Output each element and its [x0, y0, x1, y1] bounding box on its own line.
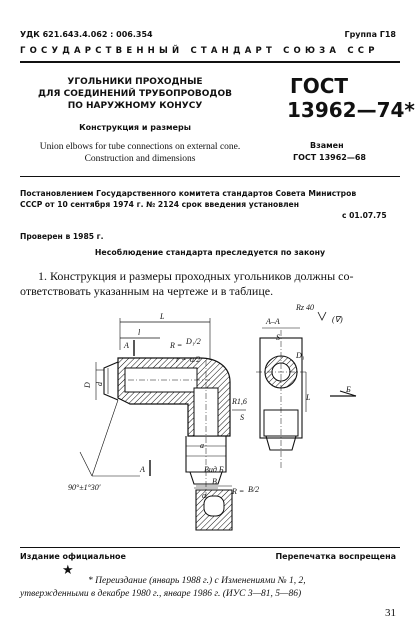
decree-line2: СССР от 10 сентября 1974 г. № 2124 срок введения установлен: [20, 200, 299, 209]
angle-label: 90°±1°30′: [68, 483, 101, 492]
dim-S-section: S: [276, 333, 280, 342]
dim-a: a: [200, 441, 204, 450]
title-en-line1: Union elbows for tube connections on external cone.: [39, 142, 241, 152]
legal-notice: Несоблюдение стандарта преследуется по закону: [94, 248, 326, 257]
radius-r-label: r =: [176, 355, 187, 364]
radius-1-6: R1,6: [232, 397, 247, 406]
section-aa-title: А–А: [266, 317, 280, 326]
decree-date: с 01.07.75: [342, 211, 387, 220]
section-aa-view: [256, 312, 356, 470]
dim-l: l: [138, 328, 141, 337]
view-arrow-B: Б: [346, 385, 351, 394]
reprint-forbidden: Перепечатка воспрещена: [275, 552, 396, 561]
replaces-value: ГОСТ 13962—68: [293, 153, 366, 162]
title-rule: [20, 176, 400, 177]
elbow-drawing: [0, 300, 420, 550]
footnote-line1: * Переиздание (январь 1988 г.) с Изменениями № 1, 2,: [88, 576, 306, 586]
paragraph-1-line1: 1. Конструкция и размеры проходных угольников должны со-: [38, 269, 354, 283]
dim-S: S: [240, 413, 244, 422]
gost-number: 13962—74*: [287, 98, 415, 122]
replaces-label: Взамен: [310, 141, 344, 150]
view-b-detail: [196, 486, 232, 530]
gost-label: ГОСТ: [290, 74, 349, 98]
radius-a-over-2: a/2: [190, 355, 201, 364]
roughness-mark: Rz 40: [296, 303, 314, 312]
title-ru-subtitle: Конструкция и размеры: [79, 123, 191, 132]
radius-B-over-2: B/2: [248, 485, 260, 494]
title-ru-line3: ПО НАРУЖНОМУ КОНУСУ: [67, 101, 203, 111]
section-mark-A-bottom: A: [140, 465, 145, 474]
star-mark: ★: [62, 562, 74, 577]
edition-official: Издание официальное: [20, 552, 126, 561]
footnote-line2: утвержденными в декабре 1980 г., январе 1986 г. (ИУС 3—81, 5—86): [20, 589, 302, 599]
decree-line1: Постановлением Государственного комитета стандартов Совета Министров: [20, 189, 357, 198]
view-b-title: Вид Б: [204, 465, 224, 474]
title-ru-line1: УГОЛЬНИКИ ПРОХОДНЫЕ: [67, 77, 203, 87]
state-standard-heading: ГОСУДАРСТВЕННЫЙ СТАНДАРТ СОЮЗА ССР: [20, 46, 379, 56]
radius-D1-over-2: D₁/2: [186, 337, 201, 346]
header-rule: [20, 61, 400, 63]
group-code: Группа Г18: [344, 30, 396, 39]
checked-year: Проверен в 1985 г.: [20, 232, 104, 241]
page-number: 31: [385, 607, 396, 619]
dim-D1: D₁: [296, 351, 305, 360]
title-en-line2: Construction and dimensions: [84, 154, 196, 164]
dim-D: D: [83, 382, 92, 388]
dim-d: d: [95, 382, 104, 386]
dim-B: B: [212, 477, 217, 486]
roughness-general: (∇): [332, 315, 343, 324]
paragraph-1-line2: ответствовать указанным на чертеже и в таблице.: [20, 284, 274, 298]
section-mark-A-top: A: [124, 341, 129, 350]
dim-L: L: [160, 312, 165, 321]
udk-code: УДК 621.643.4.062 : 006.354: [20, 30, 153, 39]
footer-rule: [20, 547, 400, 548]
dim-L-section: L: [306, 393, 311, 402]
radius-R-label: R =: [170, 341, 183, 350]
title-ru-line2: ДЛЯ СОЕДИНЕНИЙ ТРУБОПРОВОДОВ: [38, 89, 232, 99]
radius-R2-label: R =: [232, 487, 245, 496]
